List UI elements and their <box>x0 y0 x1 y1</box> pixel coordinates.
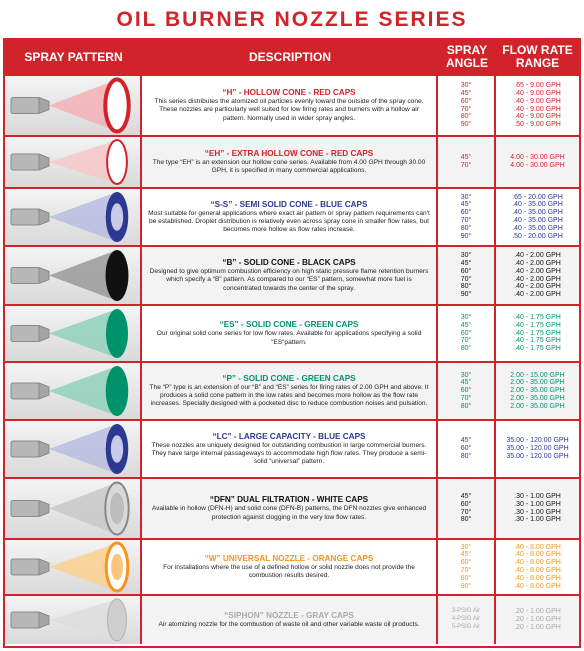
flow-rate-cell <box>496 189 579 245</box>
nozzle-spray-icon <box>5 76 140 135</box>
flow-rate-cell <box>496 137 579 187</box>
flow-rate-value: .65 - 9.00 GPH <box>514 82 561 90</box>
flow-rate-value: .40 - 9.00 GPH <box>514 97 561 105</box>
spray-angle-value: 80° <box>460 574 472 582</box>
spray-angle-value: 80° <box>460 516 472 524</box>
spray-pattern-illustration <box>5 363 142 419</box>
flow-rate-value: .40 - 35.00 GPH <box>512 224 563 232</box>
flow-rate-value: .40 - 2.00 GPH <box>514 252 561 260</box>
flow-rate-value: .40 - 9.00 GPH <box>514 113 561 121</box>
header-description: DESCRIPTION <box>248 49 331 64</box>
flow-rate-value: .40 - 1.75 GPH <box>514 314 561 321</box>
nozzle-body <box>11 154 39 170</box>
page-title: OIL BURNER NOZZLE SERIES <box>116 8 468 31</box>
flow-rate-value: .40 - 8.00 GPH <box>514 567 561 574</box>
spray-pattern-illustration <box>5 76 142 135</box>
header-spray-pattern: SPRAY PATTERN <box>24 49 123 64</box>
nozzle-description: These nozzles are uniquely designed for outstanding combustion in large commercial burners. They have large internal passageways to accommodate high flow rates. They produce a semi-solid “universal” pattern. <box>151 441 427 466</box>
spray-angle-value: 45° <box>460 379 472 387</box>
nozzle-body <box>11 441 39 457</box>
flow-rate-value: .40 - 35.00 GPH <box>512 217 563 224</box>
spray-angle-cell <box>438 306 496 361</box>
spray-disc <box>106 250 129 301</box>
flow-rate-value: 4.00 - 30.00 GPH <box>510 154 565 162</box>
spray-angle-value: 80° <box>460 345 472 353</box>
nozzle-spray-icon <box>5 363 140 419</box>
nozzle-body <box>11 326 39 342</box>
nozzle-description: Available in hollow (DFN-H) and solid cone (DFN-B) patterns, the DFN nozzles give enhanced protection against clogging in the very low flow rates. <box>151 505 427 521</box>
spray-core <box>110 493 124 524</box>
table-row <box>5 74 579 135</box>
description-cell <box>142 76 438 135</box>
spray-angle-value: 45° <box>460 551 472 559</box>
spray-angle-value: 60° <box>460 329 472 337</box>
flow-rate-value: .40 - 9.00 GPH <box>514 89 561 97</box>
spray-angle-value: 30° <box>460 371 472 379</box>
nozzle-body <box>11 612 39 628</box>
flow-rate-value: .50 - 9.00 GPH <box>514 121 561 129</box>
nozzle-name: “LC” - LARGE CAPACITY - BLUE CAPS <box>212 431 366 441</box>
spray-angle-value: 80° <box>460 452 472 460</box>
flow-rate-value: 35.00 - 120.00 GPH <box>506 437 569 445</box>
spray-angle-value: 30° <box>460 314 472 321</box>
spray-angle-value: 90° <box>460 121 472 129</box>
spray-angle-value: 45° <box>460 201 472 209</box>
spray-angle-value: 30° <box>460 543 472 551</box>
spray-angle-value: 45° <box>460 259 472 267</box>
spray-angle-value: 60° <box>460 267 472 275</box>
flow-rate-value: .40 - 8.00 GPH <box>514 551 561 559</box>
spray-angle-value: 80° <box>460 283 472 291</box>
nozzle-spray-icon <box>5 421 140 477</box>
header-flow-rate: FLOW RATE RANGE <box>502 43 573 70</box>
nozzle-tip <box>39 154 49 170</box>
nozzle-body <box>11 98 39 114</box>
flow-rate-value: .40 - 35.00 GPH <box>512 209 563 217</box>
spray-angle-value: 80° <box>460 402 472 410</box>
nozzle-description: Designed to give optimum combustion efficiency on high static pressure flame retention burners which specify a “B” pattern. As compared to our “ES” pattern, somewhat more fuel is concentrated towards the center of the spray. <box>149 268 429 292</box>
flow-rate-cell <box>496 247 579 304</box>
spray-angle-value: 90° <box>460 232 472 240</box>
spray-angle-value: 60° <box>460 500 472 508</box>
flow-rate-value: .30 - 1.00 GPH <box>514 508 561 516</box>
flow-rate-value: .40 - 8.00 GPH <box>514 543 561 551</box>
nozzle-tip <box>39 268 49 284</box>
spray-core <box>111 554 123 580</box>
spray-pattern-illustration <box>5 137 142 187</box>
nozzle-spray-icon <box>5 479 140 538</box>
flow-rate-value: .40 - 1.75 GPH <box>514 329 561 337</box>
flow-rate-cell <box>496 421 579 477</box>
flow-rate-value: .20 - 1.00 GPH <box>514 616 561 624</box>
flow-rate-value: 35.00 - 120.00 GPH <box>506 445 569 453</box>
flow-rate-value: 35.00 - 120.00 GPH <box>506 452 569 460</box>
flow-rate-cell <box>496 540 579 594</box>
spray-angle-value: 60° <box>460 445 472 453</box>
flow-rate-value: .40 - 8.00 GPH <box>514 574 561 582</box>
spray-angle-value: 80° <box>460 113 472 121</box>
spray-angle-value: 70° <box>460 508 472 516</box>
spray-angle-value: 70° <box>460 394 472 402</box>
flow-rate-value: .30 - 1.00 GPH <box>514 516 561 524</box>
spray-pattern-illustration <box>5 479 142 538</box>
flow-rate-value: .40 - 2.00 GPH <box>514 259 561 267</box>
description-cell <box>142 189 438 245</box>
table-row <box>5 245 579 304</box>
spray-angle-value: 5-PSIG Air <box>451 623 481 630</box>
spray-core <box>111 435 123 463</box>
flow-rate-value: 2.00 - 35.00 GPH <box>510 394 565 402</box>
description-cell <box>142 540 438 594</box>
spray-angle-cell <box>438 596 496 644</box>
spray-angle-value: 60° <box>460 559 472 567</box>
nozzle-description: Our original solid cone series for low flow rates. Available for applications specifying a solid “ES”pattern. <box>156 330 422 346</box>
nozzle-spray-icon <box>5 596 140 644</box>
nozzle-tip <box>39 326 49 342</box>
spray-angle-value: 60° <box>460 387 472 395</box>
spray-angle-value: 45° <box>460 437 472 445</box>
flow-rate-value: .65 - 20.00 GPH <box>512 193 563 201</box>
spray-angle-cell <box>438 479 496 538</box>
flow-rate-value: .40 - 9.00 GPH <box>514 105 561 113</box>
spray-pattern-illustration <box>5 596 142 644</box>
flow-rate-value: 4.00 - 30.00 GPH <box>510 162 565 169</box>
spray-angle-cell <box>438 363 496 419</box>
description-cell <box>142 247 438 304</box>
spray-angle-value: 4-PSIG Air <box>451 616 481 623</box>
spray-angle-value: 45° <box>460 154 472 162</box>
nozzle-name: “P” - SOLID CONE - GREEN CAPS <box>222 373 356 383</box>
flow-rate-cell <box>496 596 579 644</box>
spray-angle-value: 70° <box>460 567 472 574</box>
table-row <box>5 304 579 361</box>
table-row <box>5 594 579 644</box>
table-row <box>5 135 579 187</box>
spray-ring <box>107 140 127 184</box>
spray-pattern-illustration <box>5 540 142 594</box>
nozzle-description: Air atomizing nozzle for the combustion of waste oil and other variable waste oil products. <box>158 620 420 628</box>
header-spray-angle: SPRAY ANGLE <box>446 43 488 70</box>
nozzle-tip <box>39 209 49 225</box>
flow-rate-value: .20 - 1.00 GPH <box>514 608 561 616</box>
flow-rate-value: .30 - 1.00 GPH <box>514 492 561 500</box>
nozzle-tip <box>39 501 49 517</box>
description-cell <box>142 306 438 361</box>
spray-angle-value: 30° <box>460 193 472 201</box>
spray-disc <box>106 309 128 358</box>
table-row <box>5 419 579 477</box>
flow-rate-value: .40 - 1.75 GPH <box>514 345 561 353</box>
spray-pattern-illustration <box>5 247 142 304</box>
flow-rate-value: .40 - 1.75 GPH <box>514 337 561 345</box>
flow-rate-cell <box>496 363 579 419</box>
nozzle-description: The type “EH” is an extension our hollow cone series. Available from 4.00 GPH through 30.00 GPH, it is specified in many commercial applications. <box>152 158 426 174</box>
spray-pattern-illustration <box>5 189 142 245</box>
spray-angle-value: 70° <box>460 162 472 169</box>
spray-angle-value: 60° <box>460 97 472 105</box>
flow-rate-cell <box>496 306 579 361</box>
spray-angle-value: 60° <box>460 209 472 217</box>
spray-cone <box>49 599 117 641</box>
nozzle-name: “EH” - EXTRA HOLLOW CONE - RED CAPS <box>204 148 374 158</box>
spray-angle-value: 90° <box>460 582 472 590</box>
nozzle-name: “ES” - SOLID CONE - GREEN CAPS <box>219 320 359 330</box>
nozzle-spray-icon <box>5 540 140 594</box>
nozzle-name: “H” - HOLLOW CONE - RED CAPS <box>222 88 356 98</box>
nozzle-description: The “P” type is an extension of our “B” and “ES” series for firing rates of 2.00 GPH and above. It produces a solid cone pattern in the low rates and becomes more hollow as the flow rate increases. Specially designed with a pocketed disc to reduce combustion noises and pulsation. <box>149 383 429 408</box>
nozzle-spray-icon <box>5 247 140 304</box>
flow-rate-value: .50 - 20.00 GPH <box>512 232 563 240</box>
nozzle-name: “DFN” DUAL FILTRATION - WHITE CAPS <box>209 495 369 505</box>
flow-rate-value: .20 - 1.00 GPH <box>514 623 561 631</box>
spray-core <box>111 203 123 231</box>
spray-disc <box>108 599 127 641</box>
flow-rate-value: .40 - 2.00 GPH <box>514 275 561 283</box>
spray-pattern-illustration <box>5 421 142 477</box>
table-header <box>5 40 579 74</box>
nozzle-description: Most suitable for general applications where exact air pattern or spray pattern requirements can't be established. Droplet distribution is relatively even across spray cone in smaller flow rates, but becomes more hollow as flow rates increase. <box>148 209 430 234</box>
nozzle-body <box>11 268 39 284</box>
spray-angle-value: 30° <box>460 252 472 260</box>
description-cell <box>142 596 438 644</box>
table-row <box>5 477 579 538</box>
flow-rate-value: .40 - 1.75 GPH <box>514 321 561 329</box>
spray-ring <box>105 80 128 132</box>
spray-disc <box>106 366 129 416</box>
nozzle-description: This series distributes the atomized oil particles evenly toward the outside of the spray cone. These nozzles are particularly well suited for low firing rates and burners with a hollow air pattern. Normally used in wider spray angles. <box>154 98 424 122</box>
nozzle-name: “SIPHON” NOZZLE - GRAY CAPS <box>224 610 354 620</box>
nozzle-name: “S-S” - SEMI SOLID CONE - BLUE CAPS <box>210 199 368 209</box>
flow-rate-value: 2.00 - 35.00 GPH <box>510 402 565 410</box>
spray-angle-value: 70° <box>460 217 472 224</box>
flow-rate-value: 2.00 - 15.00 GPH <box>510 371 565 379</box>
spray-angle-cell <box>438 421 496 477</box>
nozzle-tip <box>39 383 49 399</box>
table-body <box>5 74 579 644</box>
nozzle-body <box>11 501 39 517</box>
spray-angle-value: 45° <box>460 321 472 329</box>
nozzle-description: For installations where the use of a defined hollow or solid nozzle does not provide the combustion results desired. <box>163 563 415 579</box>
description-cell <box>142 421 438 477</box>
nozzle-tip <box>39 612 49 628</box>
description-cell <box>142 479 438 538</box>
nozzle-name: “W” UNIVERSAL NOZZLE - ORANGE CAPS <box>204 553 374 563</box>
nozzle-name: “B” - SOLID CONE - BLACK CAPS <box>222 258 356 268</box>
spray-angle-cell <box>438 189 496 245</box>
nozzle-body <box>11 209 39 225</box>
spray-angle-value: 80° <box>460 224 472 232</box>
flow-rate-value: .40 - 2.00 GPH <box>514 267 561 275</box>
description-cell <box>142 137 438 187</box>
flow-rate-value: .30 - 1.00 GPH <box>514 500 561 508</box>
flow-rate-cell <box>496 76 579 135</box>
table-row <box>5 361 579 419</box>
spray-angle-cell <box>438 76 496 135</box>
nozzle-spray-icon <box>5 137 140 187</box>
spray-angle-value: 45° <box>460 492 472 500</box>
nozzle-body <box>11 559 39 575</box>
spray-angle-cell <box>438 540 496 594</box>
spray-angle-value: 3-PSIG Air <box>451 608 481 615</box>
spray-angle-value: 70° <box>460 105 472 113</box>
spray-pattern-illustration <box>5 306 142 361</box>
description-cell <box>142 363 438 419</box>
spray-angle-value: 70° <box>460 337 472 345</box>
spray-angle-cell <box>438 137 496 187</box>
nozzle-spray-icon <box>5 306 140 361</box>
nozzle-table <box>3 38 581 648</box>
flow-rate-value: .40 - 35.00 GPH <box>512 201 563 209</box>
nozzle-tip <box>39 98 49 114</box>
flow-rate-value: .40 - 2.00 GPH <box>514 283 561 291</box>
flow-rate-value: 2.00 - 35.00 GPH <box>510 379 565 387</box>
nozzle-body <box>11 383 39 399</box>
flow-rate-value: .40 - 8.00 GPH <box>514 582 561 590</box>
table-row <box>5 538 579 594</box>
spray-angle-value: 30° <box>460 82 472 90</box>
nozzle-tip <box>39 441 49 457</box>
spray-angle-value: 70° <box>460 275 472 283</box>
table-row <box>5 187 579 245</box>
spray-angle-value: 90° <box>460 291 472 299</box>
flow-rate-value: .40 - 8.00 GPH <box>514 559 561 567</box>
flow-rate-value: .40 - 2.00 GPH <box>514 291 561 299</box>
flow-rate-cell <box>496 479 579 538</box>
spray-angle-value: 45° <box>460 89 472 97</box>
spray-angle-cell <box>438 247 496 304</box>
nozzle-spray-icon <box>5 189 140 245</box>
flow-rate-value: 2.00 - 35.00 GPH <box>510 387 565 395</box>
nozzle-tip <box>39 559 49 575</box>
